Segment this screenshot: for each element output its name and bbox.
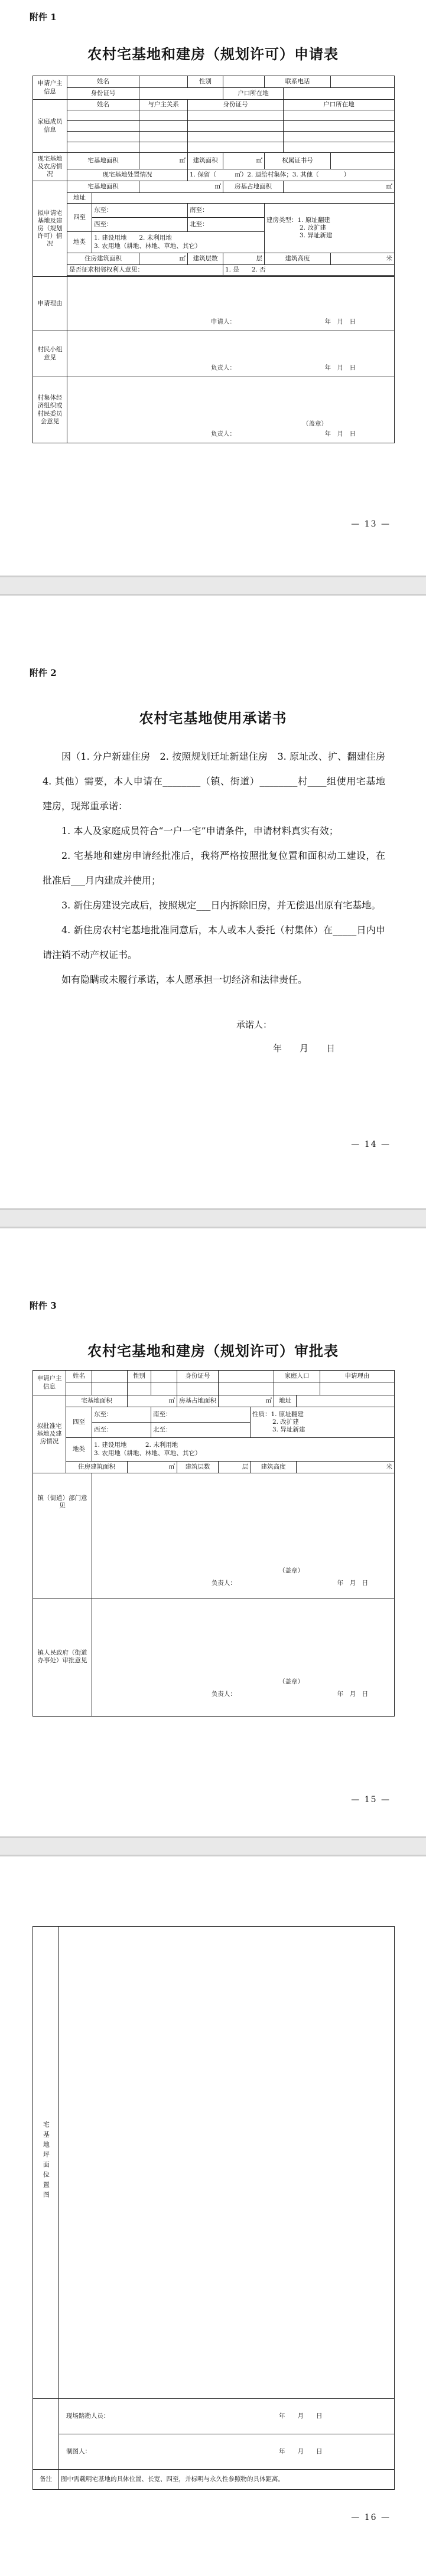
page-13 xyxy=(0,0,426,576)
build-type-opt-3: 3. 异址新建 xyxy=(272,1426,305,1434)
address-label: 地址 xyxy=(67,193,92,204)
village-date: 年 月 日 xyxy=(324,430,356,437)
surveyor-date: 年 月 日 xyxy=(279,2412,323,2420)
land-type-opt-1: 1. 建设用地 xyxy=(94,1441,127,1449)
four-boundaries-label: 四至 xyxy=(66,1407,92,1438)
build-type-opt-1: 1. 原址翻建 xyxy=(297,216,330,224)
reason-applicant: 申请人： xyxy=(210,318,236,325)
pledge-signer: 承诺人： xyxy=(236,1019,272,1030)
id-value[interactable] xyxy=(219,1371,274,1382)
address-value[interactable] xyxy=(92,193,395,204)
proposed-occupy-label: 房基占地面积 xyxy=(223,181,284,193)
site-plan-drawing-area[interactable] xyxy=(59,1927,395,2399)
page-number: — 15 — xyxy=(351,1795,391,1804)
page-divider xyxy=(0,1836,426,1856)
land-type-opt-2: 2. 未利用地 xyxy=(145,1441,178,1449)
village-opinion-body[interactable] xyxy=(67,377,395,443)
gov-opinion-label: 镇人民政府（街道办事处）审批意见 xyxy=(33,1598,92,1717)
note-label: 备注 xyxy=(33,2470,59,2490)
land-type-opt-1: 1. 建设用地 xyxy=(94,234,127,242)
drafter-label: 制图人： xyxy=(66,2447,91,2455)
page-number: — 16 — xyxy=(351,2513,391,2522)
application-form-table xyxy=(32,76,395,443)
current-land-area-label: 宅基地面积 xyxy=(67,153,139,169)
pledge-paragraph: 1. 本人及家庭成员符合“一户一宅”申请条件，申请材料真实有效； xyxy=(61,825,339,836)
page-divider xyxy=(0,1208,426,1228)
attachment-label: 附件 2 xyxy=(30,668,57,678)
floors-label: 建筑层数 xyxy=(188,253,223,265)
neighbor-consent-label: 是否征求相邻权利人意见： xyxy=(67,265,223,276)
family-section-label: 家庭成员信息 xyxy=(33,100,67,153)
build-type-cell[interactable] xyxy=(251,1407,395,1438)
site-plan-table xyxy=(32,1926,395,2490)
hukou-label: 户口所在地 xyxy=(223,88,284,100)
name-label: 姓名 xyxy=(67,76,139,88)
pledge-paragraph: 3. 新住房建设完成后，按照规定___日内拆除旧房，并无偿退出原有宅基地。 xyxy=(61,900,381,911)
attachment-label: 附件 3 xyxy=(30,1300,57,1311)
page-15 xyxy=(0,1228,426,1836)
north-boundary[interactable]: 北至： xyxy=(151,1423,251,1438)
gender-value[interactable] xyxy=(151,1371,177,1382)
address-value[interactable] xyxy=(297,1395,395,1407)
pledge-paragraph: 4. 新住房农村宅基地批准同意后，本人或本人委托（村集体）在_____日内申请注销不动产权证书。 xyxy=(43,924,385,960)
floor-area-unit[interactable]: ㎡ xyxy=(139,253,188,265)
land-type-options[interactable] xyxy=(92,1438,395,1462)
reason-label: 申请理由 xyxy=(320,1371,395,1382)
dept-date: 年 月 日 xyxy=(337,1579,369,1587)
pledge-paragraph: 2. 宅基地和建房申请经批准后，我将严格按照批复位置和面积动工建设，在批准后___月内建成并使用； xyxy=(43,850,385,886)
family-row xyxy=(33,132,395,142)
build-type-label: 性质： xyxy=(252,1410,271,1418)
east-boundary[interactable]: 东至： xyxy=(92,1407,151,1423)
site-plan-label-cell xyxy=(33,1927,59,2399)
phone-value[interactable] xyxy=(331,76,395,88)
proposed-section-label: 拟申请宅基地及建房（规划许可）情况 xyxy=(33,181,67,277)
proposed-land-area-label: 宅基地面积 xyxy=(67,181,139,193)
attachment-label: 附件 1 xyxy=(30,12,57,22)
name-value[interactable] xyxy=(92,1371,128,1382)
gender-label: 性别 xyxy=(188,76,223,88)
right-cert-label: 权属证书号 xyxy=(265,153,331,169)
family-col-id: 身份证号 xyxy=(188,100,284,110)
page-divider xyxy=(0,576,426,596)
page-title: 农村宅基地使用承诺书 xyxy=(139,710,287,727)
north-boundary[interactable]: 北至： xyxy=(188,218,265,232)
id-label: 身份证号 xyxy=(67,88,139,100)
village-seal: （盖章） xyxy=(303,420,327,427)
current-build-area-unit[interactable]: ㎡ xyxy=(223,153,265,169)
family-row xyxy=(33,110,395,121)
floors-label: 建筑层数 xyxy=(177,1462,219,1473)
page-title: 农村宅基地和建房（规划许可）申请表 xyxy=(87,45,339,63)
build-type-label: 建房类型： xyxy=(266,216,298,224)
current-land-area-unit[interactable]: ㎡ xyxy=(139,153,188,169)
applicant-section-label: 申请户主信息 xyxy=(33,76,67,100)
hukou-value[interactable] xyxy=(284,88,395,100)
occupy-unit[interactable]: ㎡ xyxy=(219,1395,274,1407)
page-number: — 13 — xyxy=(351,519,391,529)
proposed-land-area-unit[interactable]: ㎡ xyxy=(139,181,223,193)
id-value[interactable] xyxy=(139,88,223,100)
land-area-unit[interactable]: ㎡ xyxy=(128,1395,177,1407)
surveyor-label: 现场踏勘人员： xyxy=(66,2412,110,2420)
page-title: 农村宅基地和建房（规划许可）审批表 xyxy=(87,1342,339,1359)
pledge-paragraph: 如有隐瞒或未履行承诺，本人愿承担一切经济和法律责任。 xyxy=(61,974,308,985)
page-16 xyxy=(0,1856,426,2576)
floor-area-unit[interactable]: ㎡ xyxy=(128,1462,177,1473)
reason-label: 申请理由 xyxy=(33,277,67,331)
build-type-opt-1: 1. 原址翻建 xyxy=(271,1410,304,1418)
build-type-cell[interactable] xyxy=(265,204,395,253)
floors-unit[interactable]: 层 xyxy=(223,253,265,265)
site-plan-label: 宅基地坪面位置图 xyxy=(42,2121,50,2202)
dept-seal: （盖章） xyxy=(279,1567,304,1574)
name-value[interactable] xyxy=(139,76,188,88)
pledge-body xyxy=(43,744,395,992)
south-boundary[interactable]: 南至： xyxy=(188,204,265,218)
south-boundary[interactable]: 南至： xyxy=(151,1407,251,1423)
occupy-label: 房基占地面积 xyxy=(177,1395,219,1407)
current-handling-options[interactable]: 1. 保留（ ㎡）2. 退给村集体；3. 其他（ ） xyxy=(188,169,395,181)
height-label: 建筑高度 xyxy=(251,1462,297,1473)
west-boundary[interactable]: 西至： xyxy=(92,218,188,232)
family-row xyxy=(33,142,395,153)
build-type-opt-3: 3. 异址新建 xyxy=(300,232,333,240)
dept-opinion-body[interactable] xyxy=(92,1473,395,1598)
approval-form-table xyxy=(32,1370,395,1717)
land-type-opt-3: 3. 农用地（耕地、林地、草地、其它） xyxy=(94,1449,201,1457)
family-row xyxy=(33,121,395,132)
west-boundary[interactable]: 西至： xyxy=(92,1423,151,1438)
land-type-opt-2: 2. 未利用地 xyxy=(139,234,172,242)
neighbor-consent-no: 2. 否 xyxy=(251,266,266,273)
page-14 xyxy=(0,596,426,1208)
current-build-area-label: 建筑面积 xyxy=(188,153,223,169)
village-opinion-label: 村集体经济组织或村民委员会意见 xyxy=(33,377,67,443)
neighbor-consent-yes: 1. 是 xyxy=(225,266,239,273)
floor-area-label: 住房建筑面积 xyxy=(67,253,139,265)
proposed-section-label: 拟批准宅基地及建房情况 xyxy=(33,1395,66,1473)
floor-area-label: 住房建筑面积 xyxy=(66,1462,128,1473)
phone-label: 联系电话 xyxy=(265,76,331,88)
family-col-name: 姓名 xyxy=(67,100,139,110)
land-type-opt-3: 3. 农用地（耕地、林地、草地、其它） xyxy=(94,242,201,250)
group-opinion-body[interactable] xyxy=(67,331,395,377)
group-person: 负责人： xyxy=(210,364,236,371)
land-type-label: 地类 xyxy=(66,1438,92,1462)
name-label: 姓名 xyxy=(66,1371,92,1382)
village-person: 负责人： xyxy=(210,430,236,437)
gov-date: 年 月 日 xyxy=(337,1690,369,1698)
build-type-opt-2: 2. 改扩建 xyxy=(272,1418,299,1426)
dept-person: 负责人： xyxy=(211,1579,236,1587)
height-label: 建筑高度 xyxy=(265,253,331,265)
height-unit[interactable]: 米 xyxy=(331,253,395,265)
group-date: 年 月 日 xyxy=(324,364,356,371)
reason-body[interactable] xyxy=(67,277,395,331)
neighbor-consent-options[interactable] xyxy=(223,265,395,276)
right-cert-value[interactable] xyxy=(331,153,395,169)
floors-unit[interactable]: 层 xyxy=(219,1462,251,1473)
gov-seal: （盖章） xyxy=(279,1678,304,1685)
land-type-options[interactable] xyxy=(92,232,265,253)
pledge-date: 年 月 日 xyxy=(273,1043,336,1054)
four-boundaries-label: 四至 xyxy=(67,204,92,232)
current-section-label: 现宅基地及农房情况 xyxy=(33,153,67,181)
family-col-hukou: 户口所在地 xyxy=(284,100,395,110)
drafter-date: 年 月 日 xyxy=(279,2447,323,2455)
family-col-relation: 与户主关系 xyxy=(139,100,188,110)
dept-opinion-label: 镇（街道）部门意见 xyxy=(33,1473,92,1598)
id-label: 身份证号 xyxy=(177,1371,219,1382)
gov-person: 负责人： xyxy=(211,1690,236,1698)
applicant-section-label: 申请户主信息 xyxy=(33,1371,66,1395)
group-opinion-label: 村民小组意见 xyxy=(33,331,67,377)
gender-value[interactable] xyxy=(223,76,265,88)
gender-label: 性别 xyxy=(128,1371,151,1382)
height-unit[interactable]: 米 xyxy=(297,1462,395,1473)
pledge-paragraph: 因（1. 分户新建住房 2. 按照规划迁址新建住房 3. 原址改、扩、翻建住房 4. 其他）需要，本人申请在________（镇、街道）________村____组使用宅基地建房，现郑重承诺： xyxy=(43,751,395,812)
proposed-occupy-unit[interactable]: ㎡ xyxy=(284,181,395,193)
members-label: 家庭人口 xyxy=(274,1371,320,1382)
drafter-row[interactable] xyxy=(59,2434,395,2470)
land-area-label: 宅基地面积 xyxy=(66,1395,128,1407)
surveyor-row[interactable] xyxy=(59,2399,395,2434)
reason-date: 年 月 日 xyxy=(324,318,356,325)
gov-opinion-body[interactable] xyxy=(92,1598,395,1717)
current-handling-label: 现宅基地处置情况 xyxy=(67,169,188,181)
page-number: — 14 — xyxy=(351,1140,391,1149)
east-boundary[interactable]: 东至： xyxy=(92,204,188,218)
note-text: 图中需载明宅基地的具体位置、长宽、四至，并标明与永久性参照物的具体距离。 xyxy=(59,2470,395,2490)
build-type-opt-2: 2. 改扩建 xyxy=(300,224,326,231)
address-label: 地址 xyxy=(274,1395,297,1407)
land-type-label: 地类 xyxy=(67,232,92,253)
